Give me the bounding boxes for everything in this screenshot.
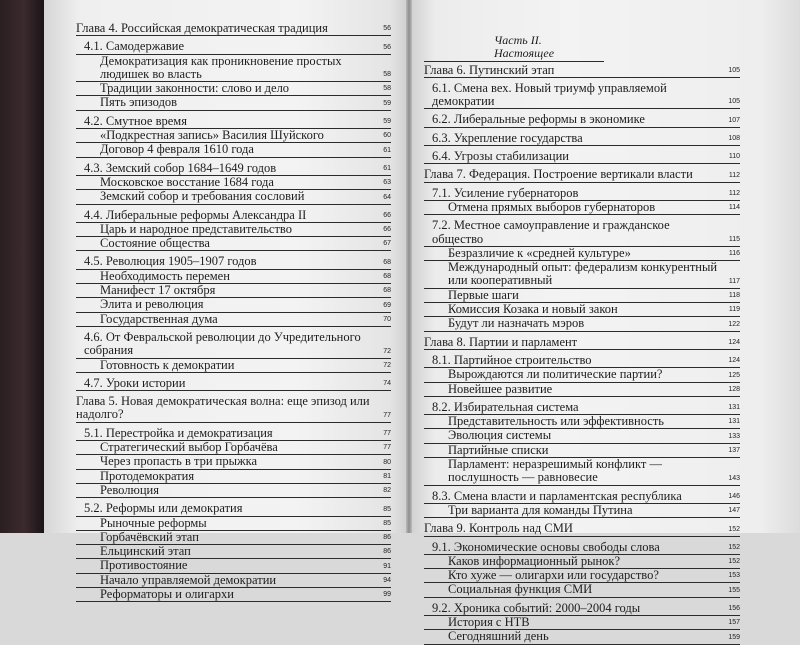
toc-entry-title: Глава 7. Федерация. Построение вертикали власти xyxy=(424,167,693,182)
toc-entry xyxy=(424,504,740,518)
toc-entry-page-number: 56 xyxy=(383,43,391,51)
toc-entry xyxy=(76,441,391,455)
toc-entry xyxy=(76,588,391,602)
toc-entry-page-number: 143 xyxy=(728,474,740,482)
toc-entry-title: Земский собор и требования сословий xyxy=(100,189,305,204)
toc-entry xyxy=(424,150,740,164)
toc-entry-title: 4.1. Самодержавие xyxy=(84,39,185,54)
toc-entry-page-number: 124 xyxy=(728,357,740,365)
toc-entry-page-number: 66 xyxy=(383,226,391,234)
toc-entry-page-number: 66 xyxy=(383,211,391,219)
toc-entry xyxy=(76,129,391,143)
toc-entry xyxy=(76,359,391,373)
toc-entry-page-number: 133 xyxy=(728,432,740,440)
toc-entry-title: История с НТВ xyxy=(448,614,530,629)
toc-entry-title: Через пропасть в три прыжка xyxy=(100,454,258,469)
toc-entry xyxy=(424,415,740,429)
toc-entry xyxy=(76,574,391,588)
toc-entry xyxy=(424,569,740,583)
toc-entry-page-number: 77 xyxy=(383,430,391,438)
toc-entry xyxy=(424,401,740,415)
toc-entry xyxy=(424,522,740,536)
toc-entry xyxy=(424,64,740,78)
toc-entry-page-number: 105 xyxy=(728,98,740,106)
toc-entry-page-number: 152 xyxy=(728,543,740,551)
toc-entry-title: Революция xyxy=(100,482,159,497)
toc-entry xyxy=(76,22,391,36)
toc-entry xyxy=(76,284,391,298)
toc-entry-title: 6.1. Смена вех. Новый триумф управляемой демократии xyxy=(432,80,667,109)
toc-entry-title: Первые шаги xyxy=(448,287,519,302)
toc-entry xyxy=(424,541,740,555)
toc-entry-title: Демократизация как проникновение простых людишек во власть xyxy=(100,53,342,81)
toc-entry xyxy=(76,96,391,110)
toc-entry-title: Будут ли назначать мэров xyxy=(448,316,585,331)
toc-entry-page-number: 122 xyxy=(728,320,740,328)
toc-entry-title: Три варианта для команды Путина xyxy=(448,502,633,517)
toc-entry-page-number: 157 xyxy=(728,619,740,627)
toc-entry xyxy=(424,616,740,630)
toc-entry-title: Начало управляемой демократии xyxy=(100,572,277,587)
toc-entry-title: 4.3. Земский собор 1684–1649 годов xyxy=(84,160,277,175)
toc-entry-title: Партийные списки xyxy=(448,442,549,457)
toc-entry-page-number: 110 xyxy=(728,153,740,161)
right-toc-list xyxy=(424,64,740,645)
toc-entry xyxy=(76,545,391,559)
toc-entry-page-number: 58 xyxy=(383,71,391,79)
toc-entry xyxy=(424,383,740,397)
toc-entry xyxy=(424,168,740,182)
toc-entry-title: Готовность к демократии xyxy=(100,357,235,372)
toc-entry xyxy=(424,113,740,127)
toc-entry-title: Отмена прямых выборов губернаторов xyxy=(448,199,656,214)
toc-entry-page-number: 116 xyxy=(728,250,740,258)
toc-entry xyxy=(76,270,391,284)
toc-entry-page-number: 82 xyxy=(383,487,391,495)
toc-entry-page-number: 85 xyxy=(383,519,391,527)
toc-entry-title: Парламент: неразрешимый конфликт — послушность — равновесие xyxy=(448,457,662,485)
toc-entry-page-number: 77 xyxy=(383,444,391,452)
toc-entry-page-number: 80 xyxy=(383,458,391,466)
toc-entry xyxy=(424,602,740,616)
toc-entry xyxy=(424,583,740,597)
toc-entry-title: Глава 9. Контроль над СМИ xyxy=(424,521,573,536)
toc-entry-title: Протодемократия xyxy=(100,468,195,483)
toc-entry xyxy=(424,354,740,368)
toc-entry-title: Социальная функция СМИ xyxy=(448,582,593,597)
toc-entry-title: Глава 5. Новая демократическая волна: еще эпизод или надолго? xyxy=(76,394,370,422)
toc-entry-page-number: 108 xyxy=(728,135,740,143)
toc-entry-page-number: 107 xyxy=(728,116,740,124)
toc-entry-title: 5.1. Перестройка и демократизация xyxy=(84,425,273,440)
toc-entry-title: 6.2. Либеральные реформы в экономике xyxy=(432,112,645,127)
toc-entry-page-number: 155 xyxy=(728,586,740,594)
toc-entry-page-number: 61 xyxy=(383,164,391,172)
toc-entry xyxy=(76,395,391,423)
toc-entry xyxy=(76,190,391,204)
toc-entry-page-number: 72 xyxy=(383,347,391,355)
toc-entry xyxy=(424,368,740,382)
toc-entry xyxy=(76,143,391,157)
toc-entry-title: 7.1. Усиление губернаторов xyxy=(432,185,579,200)
toc-entry-title: 8.2. Избирательная система xyxy=(432,399,579,414)
toc-entry xyxy=(76,427,391,441)
toc-entry-page-number: 68 xyxy=(383,273,391,281)
toc-entry xyxy=(76,255,391,269)
toc-entry xyxy=(76,82,391,96)
toc-entry xyxy=(424,429,740,443)
toc-entry xyxy=(76,559,391,573)
toc-entry xyxy=(424,458,740,486)
toc-entry-title: Вырождаются ли политические партии? xyxy=(448,367,663,382)
toc-entry-page-number: 63 xyxy=(383,179,391,187)
toc-entry-page-number: 131 xyxy=(728,404,740,412)
toc-entry xyxy=(76,223,391,237)
toc-entry-page-number: 58 xyxy=(383,85,391,93)
toc-entry xyxy=(76,377,391,391)
toc-entry xyxy=(424,555,740,569)
toc-entry-title: Московское восстание 1684 года xyxy=(100,174,274,189)
toc-entry-title: Необходимость перемен xyxy=(100,268,230,283)
toc-entry-title: Новейшее развитие xyxy=(448,381,553,396)
toc-entry-page-number: 86 xyxy=(383,548,391,556)
toc-entry xyxy=(424,261,740,289)
toc-entry-page-number: 112 xyxy=(728,189,740,197)
toc-entry xyxy=(76,531,391,545)
toc-entry-page-number: 72 xyxy=(383,361,391,369)
toc-entry xyxy=(424,247,740,261)
toc-entry-title: Международный опыт: федерализм конкурентный или кооперативный xyxy=(448,260,718,288)
toc-entry xyxy=(424,82,740,110)
left-table-of-contents xyxy=(76,22,391,602)
toc-entry-title: 7.2. Местное самоуправление и гражданское общество xyxy=(432,218,670,246)
part-title: Часть II. Настоящее xyxy=(424,34,604,62)
toc-entry-page-number: 68 xyxy=(383,287,391,295)
toc-entry xyxy=(76,313,391,327)
toc-entry-page-number: 156 xyxy=(728,604,740,612)
toc-entry xyxy=(424,132,740,146)
toc-entry xyxy=(76,55,391,83)
toc-entry-title: Элита и революция xyxy=(100,297,204,312)
toc-entry-title: «Подкрестная запись» Василия Шуйского xyxy=(100,128,324,143)
toc-entry-page-number: 69 xyxy=(383,301,391,309)
toc-entry-page-number: 146 xyxy=(728,492,740,500)
toc-entry-page-number: 119 xyxy=(728,306,740,314)
toc-entry-title: Кто хуже — олигархи или государство? xyxy=(448,568,659,583)
toc-entry-title: Комиссия Козака и новый закон xyxy=(448,302,618,317)
toc-entry-title: 8.1. Партийное строительство xyxy=(432,352,592,367)
toc-entry xyxy=(76,470,391,484)
toc-entry-page-number: 152 xyxy=(728,525,740,533)
toc-entry-title: Сегодняшний день xyxy=(448,629,549,644)
toc-entry-page-number: 86 xyxy=(383,534,391,542)
toc-entry-page-number: 70 xyxy=(383,315,391,323)
toc-entry-title: 4.4. Либеральные реформы Александра II xyxy=(84,207,307,222)
toc-entry xyxy=(424,630,740,644)
toc-entry-title: 8.3. Смена власти и парламентская республика xyxy=(432,488,682,503)
toc-entry-title: Каков информационный рынок? xyxy=(448,553,621,568)
toc-entry xyxy=(424,201,740,215)
toc-entry-page-number: 115 xyxy=(728,235,740,243)
toc-entry-page-number: 91 xyxy=(383,562,391,570)
toc-entry xyxy=(424,303,740,317)
toc-entry-page-number: 77 xyxy=(383,411,391,419)
toc-entry xyxy=(424,336,740,350)
toc-entry-page-number: 64 xyxy=(383,193,391,201)
toc-entry-title: Глава 4. Российская демократическая традиция xyxy=(76,21,328,35)
toc-entry xyxy=(76,298,391,312)
toc-entry xyxy=(424,444,740,458)
toc-entry-title: Стратегический выбор Горбачёва xyxy=(100,440,278,455)
toc-entry-title: 9.1. Экономические основы свободы слова xyxy=(432,539,660,554)
toc-entry-title: Традиции законности: слово и дело xyxy=(100,81,290,96)
toc-entry xyxy=(76,40,391,54)
toc-entry-title: 9.2. Хроника событий: 2000–2004 годы xyxy=(432,600,641,615)
toc-entry xyxy=(424,317,740,331)
toc-entry-title: Представительность или эффективность xyxy=(448,414,664,429)
toc-entry-page-number: 159 xyxy=(728,633,740,641)
toc-entry xyxy=(424,490,740,504)
toc-entry-title: Манифест 17 октября xyxy=(100,283,216,298)
toc-entry-title: 4.6. От Февральской революции до Учредительного собрания xyxy=(84,329,361,358)
toc-entry-title: Царь и народное представительство xyxy=(100,221,292,236)
toc-entry-title: Безразличие к «средней культуре» xyxy=(448,245,631,260)
toc-entry-title: 5.2. Реформы или демократия xyxy=(84,501,243,516)
toc-entry xyxy=(76,162,391,176)
toc-entry xyxy=(76,455,391,469)
toc-entry-page-number: 67 xyxy=(383,240,391,248)
toc-entry xyxy=(76,115,391,129)
toc-entry xyxy=(424,289,740,303)
toc-entry xyxy=(76,209,391,223)
toc-entry-page-number: 59 xyxy=(383,118,391,126)
toc-entry xyxy=(76,176,391,190)
toc-entry-page-number: 118 xyxy=(728,292,740,300)
toc-entry-page-number: 81 xyxy=(383,472,391,480)
toc-entry-page-number: 117 xyxy=(728,277,740,285)
toc-entry-page-number: 112 xyxy=(728,171,740,179)
toc-entry-title: 4.2. Смутное время xyxy=(84,113,187,128)
toc-entry xyxy=(76,331,391,359)
toc-entry-title: 6.4. Угрозы стабилизации xyxy=(432,149,569,164)
toc-entry-title: Состояние общества xyxy=(100,236,210,251)
book-cover-edge xyxy=(0,0,44,533)
toc-entry-title: Ельцинский этап xyxy=(100,544,191,559)
right-table-of-contents xyxy=(424,34,740,645)
toc-entry-page-number: 153 xyxy=(728,572,740,580)
toc-entry-page-number: 74 xyxy=(383,380,391,388)
toc-entry-page-number: 59 xyxy=(383,99,391,107)
toc-entry-page-number: 131 xyxy=(728,418,740,426)
toc-entry-page-number: 99 xyxy=(383,591,391,599)
toc-entry-page-number: 152 xyxy=(728,558,740,566)
toc-entry-title: Глава 8. Партии и парламент xyxy=(424,334,578,349)
toc-entry-title: Эволюция системы xyxy=(448,428,552,443)
toc-entry-page-number: 124 xyxy=(728,338,740,346)
toc-entry-title: Рыночные реформы xyxy=(100,515,207,530)
toc-entry xyxy=(424,187,740,201)
toc-entry-page-number: 105 xyxy=(728,66,740,74)
toc-entry-page-number: 85 xyxy=(383,505,391,513)
toc-entry-title: 6.3. Укрепление государства xyxy=(432,130,583,145)
toc-entry xyxy=(424,219,740,247)
toc-entry-page-number: 56 xyxy=(383,25,391,33)
toc-entry-title: Противостояние xyxy=(100,558,188,573)
toc-entry-page-number: 128 xyxy=(728,385,740,393)
toc-entry-page-number: 60 xyxy=(383,132,391,140)
toc-entry-title: Пять эпизодов xyxy=(100,95,178,110)
toc-entry-page-number: 137 xyxy=(728,447,740,455)
toc-entry-page-number: 147 xyxy=(728,507,740,515)
toc-entry-title: Государственная дума xyxy=(100,311,218,326)
toc-entry-page-number: 61 xyxy=(383,146,391,154)
toc-entry-title: Горбачёвский этап xyxy=(100,529,199,544)
toc-entry xyxy=(76,517,391,531)
toc-entry-title: Договор 4 февраля 1610 года xyxy=(100,142,254,157)
toc-entry xyxy=(76,237,391,251)
toc-entry-page-number: 94 xyxy=(383,576,391,584)
toc-entry-title: 4.7. Уроки истории xyxy=(84,375,186,390)
toc-entry-page-number: 114 xyxy=(728,204,740,212)
toc-entry-title: 4.5. Революция 1905–1907 годов xyxy=(84,254,257,269)
toc-entry xyxy=(76,502,391,516)
toc-entry-page-number: 125 xyxy=(728,371,740,379)
toc-entry-title: Глава 6. Путинский этап xyxy=(424,62,555,77)
toc-entry-page-number: 68 xyxy=(383,258,391,266)
toc-entry-title: Реформаторы и олигархи xyxy=(100,586,234,601)
toc-entry xyxy=(76,484,391,498)
